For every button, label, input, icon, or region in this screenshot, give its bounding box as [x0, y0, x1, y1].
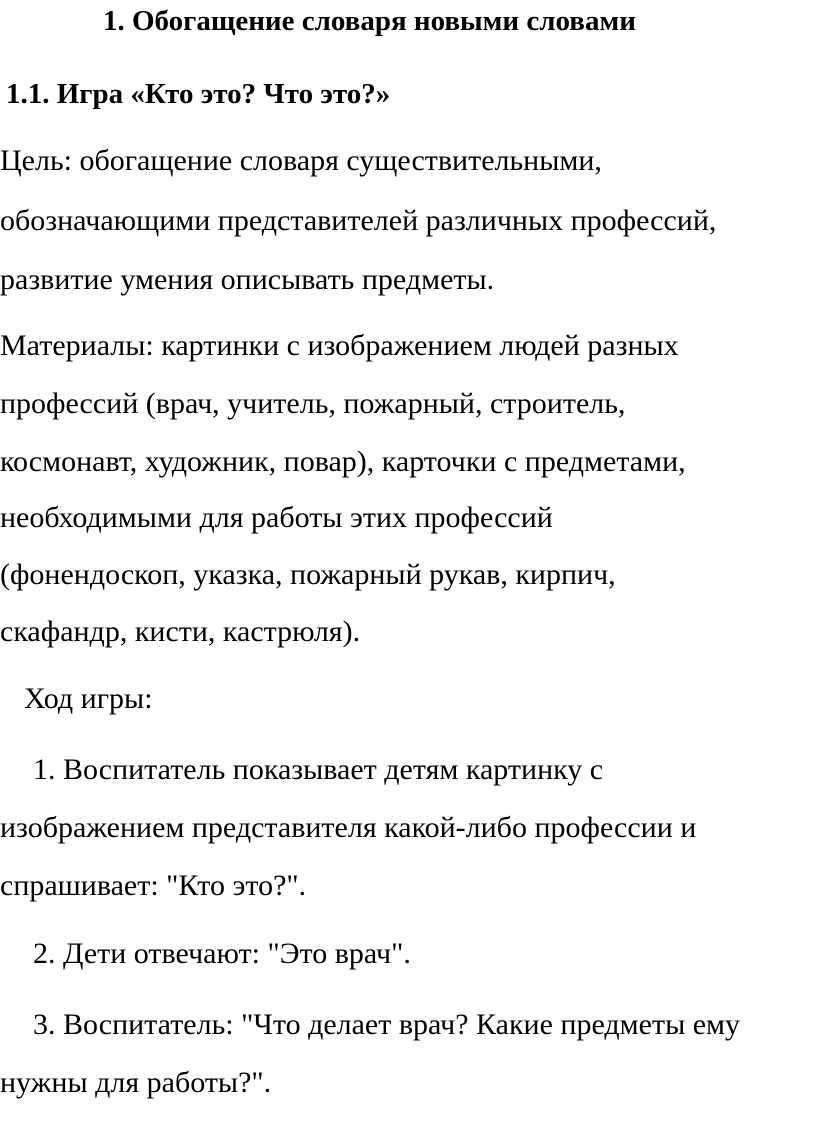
materials-line: необходимыми для работы этих профессий [0, 501, 553, 534]
step-3-line: 3. Воспитатель: "Что делает врач? Какие предметы ему [33, 1008, 741, 1041]
step-1-line: изображением представителя какой-либо профессии и [0, 811, 697, 844]
materials-line: Материалы: картинки с изображением людей разных [0, 329, 679, 362]
materials-line: скафандр, кисти, кастрюля). [0, 615, 361, 648]
game-title: 1.1. Игра «Кто это? Что это?» [6, 78, 391, 110]
step-2-line: 2. Дети отвечают: "Это врач". [33, 937, 411, 970]
materials-line: космонавт, художник, повар), карточки с предметами, [0, 445, 686, 478]
step-3-line: нужны для работы?". [0, 1066, 272, 1099]
materials-line: профессий (врач, учитель, пожарный, строитель, [0, 387, 626, 420]
procedure-heading: Ход игры: [24, 682, 153, 715]
goal-line: развитие умения описывать предметы. [0, 263, 495, 296]
goal-line: Цель: обогащение словаря существительными, [0, 144, 602, 177]
step-1-line: 1. Воспитатель показывает детям картинку с [33, 753, 604, 786]
section-title: 1. Обогащение словаря новыми словами [103, 5, 636, 37]
materials-line: (фонендоскоп, указка, пожарный рукав, кирпич, [0, 558, 616, 591]
goal-line: обозначающими представителей различных профессий, [0, 204, 717, 237]
step-1-line: спрашивает: "Кто это?". [0, 869, 307, 902]
